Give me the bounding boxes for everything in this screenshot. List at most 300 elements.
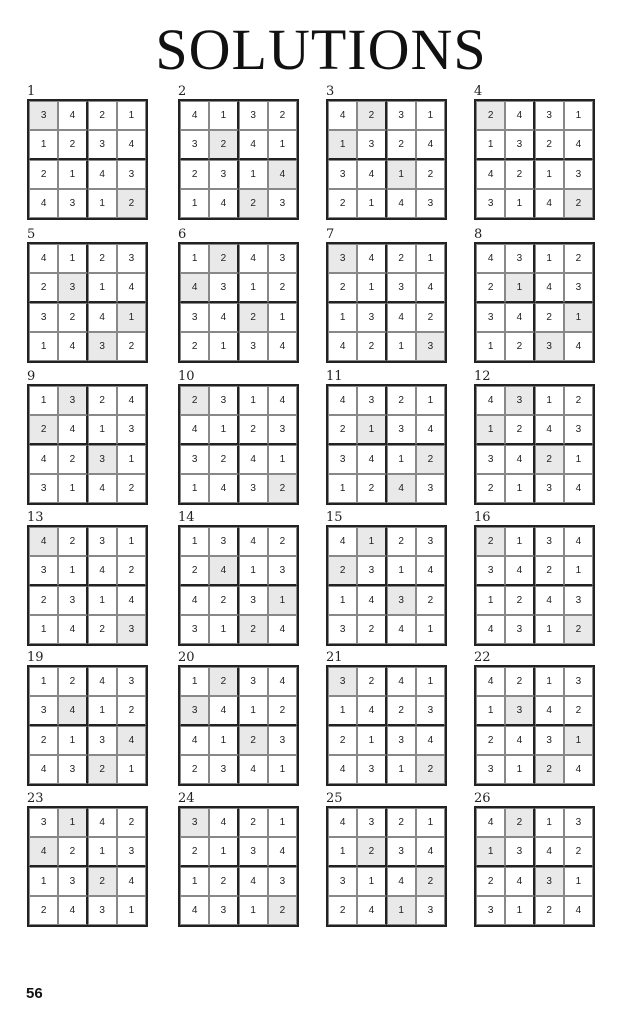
grid-cell: 2	[88, 867, 117, 896]
grid-cell: 3	[239, 101, 268, 130]
grid-cell: 2	[268, 101, 297, 130]
grid-cell: 1	[209, 332, 238, 361]
grid-cell: 4	[505, 303, 534, 332]
grid-cell: 1	[268, 755, 297, 784]
grid-cell: 4	[117, 130, 146, 159]
grid-cell: 2	[180, 332, 209, 361]
grid-cell: 1	[535, 667, 564, 696]
grid-cell: 1	[328, 303, 357, 332]
grid-cell: 3	[58, 386, 87, 415]
grid-cell: 1	[29, 867, 58, 896]
grid-cell: 3	[268, 189, 297, 218]
grid-cell: 3	[268, 556, 297, 585]
grid-cell: 3	[387, 101, 416, 130]
grid-cell: 2	[29, 896, 58, 925]
sudoku-grid	[474, 99, 595, 220]
grid-cell: 2	[117, 474, 146, 503]
grid-cell: 4	[58, 101, 87, 130]
grid-cell: 3	[357, 303, 386, 332]
grid-cell: 2	[29, 726, 58, 755]
grid-cell: 2	[564, 244, 593, 273]
grid-cell: 1	[535, 615, 564, 644]
puzzle-number: 22	[474, 650, 491, 665]
grid-cell: 3	[357, 556, 386, 585]
grid-cell: 2	[387, 244, 416, 273]
grid-cell: 3	[239, 586, 268, 615]
grid-cell: 2	[117, 189, 146, 218]
grid-cell: 2	[535, 130, 564, 159]
sudoku-grid	[27, 384, 148, 505]
grid-cell: 3	[88, 726, 117, 755]
grid-cell: 3	[387, 415, 416, 444]
grid-cell: 3	[387, 837, 416, 866]
grid-cell: 3	[58, 189, 87, 218]
grid-cell: 3	[564, 808, 593, 837]
grid-cell: 1	[117, 896, 146, 925]
grid-cell: 3	[416, 332, 445, 361]
grid-cell: 2	[180, 837, 209, 866]
grid-cell: 4	[180, 586, 209, 615]
grid-cell: 2	[535, 556, 564, 585]
grid-cell: 4	[58, 896, 87, 925]
sudoku-grid	[27, 99, 148, 220]
puzzle-number: 12	[474, 369, 491, 384]
grid-cell: 3	[239, 667, 268, 696]
grid-cell: 1	[328, 586, 357, 615]
grid-cell: 1	[535, 244, 564, 273]
grid-cell: 3	[505, 130, 534, 159]
grid-cell: 1	[180, 667, 209, 696]
grid-cell: 3	[180, 445, 209, 474]
grid-cell: 3	[239, 837, 268, 866]
grid-cell: 2	[328, 273, 357, 302]
grid-cell: 1	[180, 474, 209, 503]
grid-cell: 2	[209, 667, 238, 696]
grid-cell: 4	[357, 244, 386, 273]
grid-cell: 4	[505, 556, 534, 585]
grid-cell: 4	[209, 189, 238, 218]
grid-cell: 2	[387, 527, 416, 556]
grid-cell: 3	[476, 445, 505, 474]
sudoku-grid	[474, 665, 595, 786]
grid-cell: 3	[416, 527, 445, 556]
grid-cell: 2	[535, 303, 564, 332]
grid-cell: 4	[387, 474, 416, 503]
grid-cell: 2	[328, 415, 357, 444]
grid-cell: 2	[58, 837, 87, 866]
grid-cell: 2	[564, 386, 593, 415]
grid-cell: 4	[29, 527, 58, 556]
grid-cell: 3	[29, 808, 58, 837]
grid-cell: 4	[416, 130, 445, 159]
grid-cell: 4	[58, 332, 87, 361]
grid-cell: 3	[209, 755, 238, 784]
grid-cell: 3	[387, 586, 416, 615]
grid-cell: 4	[476, 808, 505, 837]
grid-cell: 1	[88, 586, 117, 615]
grid-cell: 2	[357, 667, 386, 696]
grid-cell: 3	[117, 667, 146, 696]
puzzle-number: 20	[178, 650, 195, 665]
grid-cell: 1	[29, 667, 58, 696]
grid-cell: 2	[416, 867, 445, 896]
grid-cell: 2	[239, 303, 268, 332]
grid-cell: 4	[535, 415, 564, 444]
puzzle-number: 1	[27, 84, 36, 99]
grid-cell: 2	[209, 445, 238, 474]
grid-cell: 1	[476, 696, 505, 725]
grid-cell: 4	[387, 615, 416, 644]
grid-cell: 2	[180, 755, 209, 784]
grid-cell: 1	[58, 474, 87, 503]
grid-cell: 2	[88, 615, 117, 644]
grid-cell: 4	[88, 808, 117, 837]
grid-cell: 1	[416, 808, 445, 837]
grid-cell: 1	[239, 386, 268, 415]
grid-cell: 2	[209, 586, 238, 615]
grid-cell: 1	[416, 101, 445, 130]
grid-cell: 3	[476, 189, 505, 218]
grid-cell: 4	[209, 303, 238, 332]
grid-cell: 3	[180, 615, 209, 644]
puzzle-number: 4	[474, 84, 483, 99]
grid-cell: 1	[58, 556, 87, 585]
grid-cell: 2	[58, 527, 87, 556]
grid-cell: 4	[239, 755, 268, 784]
grid-cell: 4	[209, 808, 238, 837]
grid-cell: 4	[29, 189, 58, 218]
puzzle-number: 7	[326, 227, 335, 242]
grid-cell: 1	[387, 160, 416, 189]
sudoku-grid	[326, 665, 447, 786]
grid-cell: 1	[328, 130, 357, 159]
grid-cell: 3	[535, 867, 564, 896]
grid-cell: 2	[239, 415, 268, 444]
grid-cell: 1	[58, 244, 87, 273]
grid-cell: 3	[88, 445, 117, 474]
grid-cell: 2	[88, 244, 117, 273]
grid-cell: 4	[535, 696, 564, 725]
grid-cell: 1	[505, 189, 534, 218]
grid-cell: 3	[535, 332, 564, 361]
grid-cell: 4	[88, 474, 117, 503]
puzzle-number: 14	[178, 510, 195, 525]
grid-cell: 1	[239, 696, 268, 725]
sudoku-grid	[27, 665, 148, 786]
grid-cell: 4	[88, 556, 117, 585]
puzzle-number: 23	[27, 791, 44, 806]
grid-cell: 2	[209, 130, 238, 159]
grid-cell: 1	[505, 896, 534, 925]
grid-cell: 1	[564, 867, 593, 896]
grid-cell: 3	[476, 896, 505, 925]
grid-cell: 1	[117, 303, 146, 332]
grid-cell: 1	[239, 273, 268, 302]
grid-cell: 1	[117, 527, 146, 556]
grid-cell: 4	[268, 667, 297, 696]
grid-cell: 2	[117, 696, 146, 725]
grid-cell: 3	[387, 726, 416, 755]
grid-cell: 3	[505, 696, 534, 725]
grid-cell: 3	[268, 244, 297, 273]
sudoku-grid	[326, 806, 447, 927]
sudoku-grid	[178, 525, 299, 646]
grid-cell: 1	[416, 615, 445, 644]
grid-cell: 2	[357, 615, 386, 644]
grid-cell: 1	[268, 808, 297, 837]
grid-cell: 3	[88, 896, 117, 925]
grid-cell: 2	[416, 755, 445, 784]
grid-cell: 3	[180, 808, 209, 837]
grid-cell: 3	[117, 837, 146, 866]
grid-cell: 1	[209, 726, 238, 755]
grid-cell: 4	[564, 130, 593, 159]
grid-cell: 4	[387, 867, 416, 896]
grid-cell: 2	[328, 189, 357, 218]
grid-cell: 4	[476, 615, 505, 644]
grid-cell: 2	[476, 527, 505, 556]
grid-cell: 1	[564, 726, 593, 755]
grid-cell: 3	[505, 386, 534, 415]
sudoku-grid	[178, 242, 299, 363]
sudoku-grid	[178, 665, 299, 786]
grid-cell: 4	[416, 837, 445, 866]
grid-cell: 4	[29, 445, 58, 474]
grid-cell: 4	[328, 527, 357, 556]
puzzle-number: 10	[178, 369, 195, 384]
grid-cell: 1	[416, 386, 445, 415]
grid-cell: 4	[535, 586, 564, 615]
grid-cell: 1	[88, 837, 117, 866]
page-title: SOLUTIONS	[155, 17, 487, 82]
grid-cell: 2	[58, 130, 87, 159]
grid-cell: 3	[209, 386, 238, 415]
grid-cell: 1	[476, 332, 505, 361]
grid-cell: 4	[387, 667, 416, 696]
page-number: 56	[26, 985, 43, 1002]
grid-cell: 4	[328, 808, 357, 837]
grid-cell: 2	[387, 696, 416, 725]
puzzle-number: 8	[474, 227, 483, 242]
grid-cell: 1	[387, 445, 416, 474]
grid-cell: 1	[476, 586, 505, 615]
grid-cell: 4	[535, 837, 564, 866]
grid-cell: 3	[180, 130, 209, 159]
grid-cell: 1	[535, 386, 564, 415]
grid-cell: 2	[505, 808, 534, 837]
grid-cell: 2	[505, 667, 534, 696]
grid-cell: 1	[357, 726, 386, 755]
grid-cell: 3	[328, 667, 357, 696]
grid-cell: 1	[180, 867, 209, 896]
grid-cell: 1	[29, 386, 58, 415]
grid-cell: 2	[88, 755, 117, 784]
puzzle-number: 2	[178, 84, 187, 99]
grid-cell: 4	[268, 386, 297, 415]
grid-cell: 1	[117, 755, 146, 784]
grid-cell: 3	[416, 474, 445, 503]
grid-cell: 2	[476, 101, 505, 130]
grid-cell: 2	[268, 527, 297, 556]
grid-cell: 2	[357, 101, 386, 130]
grid-cell: 4	[416, 556, 445, 585]
grid-cell: 4	[328, 332, 357, 361]
grid-cell: 2	[117, 332, 146, 361]
grid-cell: 1	[476, 837, 505, 866]
grid-cell: 3	[357, 386, 386, 415]
grid-cell: 4	[535, 273, 564, 302]
grid-cell: 1	[29, 130, 58, 159]
grid-cell: 2	[476, 273, 505, 302]
grid-cell: 4	[239, 527, 268, 556]
grid-cell: 1	[117, 445, 146, 474]
sudoku-grid	[474, 525, 595, 646]
grid-cell: 4	[564, 474, 593, 503]
puzzle-number: 19	[27, 650, 44, 665]
grid-cell: 4	[180, 896, 209, 925]
grid-cell: 3	[209, 160, 238, 189]
grid-cell: 4	[416, 415, 445, 444]
grid-cell: 1	[209, 615, 238, 644]
grid-cell: 3	[328, 244, 357, 273]
grid-cell: 2	[564, 189, 593, 218]
grid-cell: 2	[357, 474, 386, 503]
sudoku-grid	[178, 806, 299, 927]
grid-cell: 4	[180, 415, 209, 444]
grid-cell: 4	[180, 726, 209, 755]
grid-cell: 3	[117, 244, 146, 273]
grid-cell: 3	[180, 303, 209, 332]
grid-cell: 4	[117, 726, 146, 755]
grid-cell: 1	[88, 273, 117, 302]
grid-cell: 3	[29, 696, 58, 725]
grid-cell: 1	[239, 896, 268, 925]
grid-cell: 2	[387, 130, 416, 159]
grid-cell: 3	[564, 586, 593, 615]
grid-cell: 2	[387, 808, 416, 837]
grid-cell: 2	[209, 244, 238, 273]
grid-cell: 3	[387, 273, 416, 302]
grid-cell: 4	[180, 101, 209, 130]
puzzle-number: 5	[27, 227, 36, 242]
puzzle-number: 16	[474, 510, 491, 525]
puzzle-number: 6	[178, 227, 187, 242]
puzzle-number: 21	[326, 650, 343, 665]
grid-cell: 1	[268, 586, 297, 615]
grid-cell: 2	[535, 445, 564, 474]
grid-cell: 2	[416, 445, 445, 474]
puzzle-number: 26	[474, 791, 491, 806]
grid-cell: 1	[239, 556, 268, 585]
grid-cell: 3	[416, 189, 445, 218]
grid-cell: 1	[505, 474, 534, 503]
grid-cell: 1	[357, 415, 386, 444]
grid-cell: 2	[88, 386, 117, 415]
grid-cell: 3	[239, 332, 268, 361]
puzzle-number: 25	[326, 791, 343, 806]
grid-cell: 4	[416, 726, 445, 755]
grid-cell: 2	[239, 808, 268, 837]
grid-cell: 4	[387, 303, 416, 332]
grid-cell: 2	[180, 160, 209, 189]
grid-cell: 3	[328, 160, 357, 189]
grid-cell: 2	[180, 386, 209, 415]
grid-cell: 1	[357, 189, 386, 218]
grid-cell: 3	[328, 615, 357, 644]
grid-cell: 3	[209, 527, 238, 556]
grid-cell: 2	[239, 726, 268, 755]
grid-cell: 4	[357, 696, 386, 725]
grid-cell: 3	[88, 527, 117, 556]
sudoku-grid	[474, 384, 595, 505]
grid-cell: 3	[88, 130, 117, 159]
grid-cell: 3	[180, 696, 209, 725]
grid-cell: 3	[564, 667, 593, 696]
grid-cell: 2	[357, 837, 386, 866]
grid-cell: 2	[476, 726, 505, 755]
grid-cell: 4	[58, 615, 87, 644]
grid-cell: 4	[88, 667, 117, 696]
grid-cell: 1	[117, 101, 146, 130]
puzzle-number: 24	[178, 791, 195, 806]
grid-cell: 1	[328, 474, 357, 503]
grid-cell: 4	[476, 160, 505, 189]
grid-cell: 3	[476, 303, 505, 332]
grid-cell: 2	[29, 160, 58, 189]
sudoku-grid	[178, 384, 299, 505]
grid-cell: 1	[535, 808, 564, 837]
grid-cell: 4	[209, 696, 238, 725]
grid-cell: 2	[239, 615, 268, 644]
grid-cell: 3	[117, 160, 146, 189]
grid-cell: 2	[29, 415, 58, 444]
grid-cell: 4	[239, 445, 268, 474]
grid-cell: 1	[328, 696, 357, 725]
grid-cell: 1	[535, 160, 564, 189]
grid-cell: 4	[268, 332, 297, 361]
grid-cell: 1	[564, 556, 593, 585]
grid-cell: 3	[505, 244, 534, 273]
grid-cell: 4	[328, 386, 357, 415]
puzzle-number: 15	[326, 510, 343, 525]
grid-cell: 4	[505, 445, 534, 474]
puzzle-number: 11	[326, 369, 343, 384]
grid-cell: 4	[357, 445, 386, 474]
grid-cell: 3	[416, 896, 445, 925]
grid-cell: 4	[239, 867, 268, 896]
grid-cell: 4	[357, 160, 386, 189]
grid-cell: 2	[117, 556, 146, 585]
grid-cell: 2	[476, 867, 505, 896]
grid-cell: 1	[357, 527, 386, 556]
grid-cell: 4	[117, 386, 146, 415]
grid-cell: 1	[416, 667, 445, 696]
grid-cell: 4	[88, 303, 117, 332]
grid-cell: 2	[268, 474, 297, 503]
grid-cell: 4	[357, 896, 386, 925]
grid-cell: 4	[29, 837, 58, 866]
grid-cell: 2	[239, 189, 268, 218]
grid-cell: 1	[29, 332, 58, 361]
grid-cell: 4	[476, 667, 505, 696]
grid-cell: 1	[180, 189, 209, 218]
grid-cell: 3	[357, 130, 386, 159]
grid-cell: 3	[117, 615, 146, 644]
grid-cell: 1	[505, 755, 534, 784]
grid-cell: 2	[357, 332, 386, 361]
grid-cell: 4	[476, 244, 505, 273]
puzzle-number: 3	[326, 84, 335, 99]
